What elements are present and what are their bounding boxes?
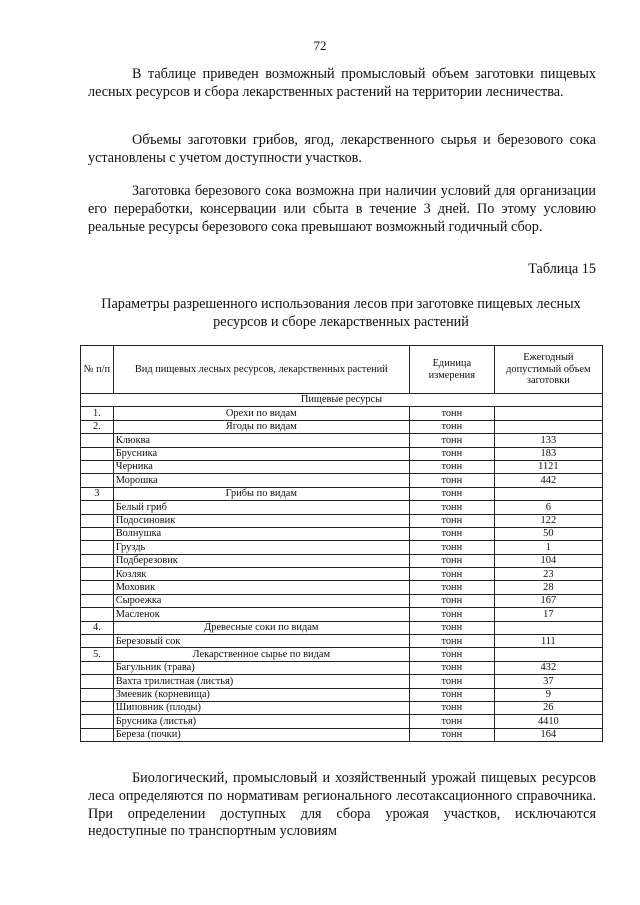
row-value: 1 — [494, 541, 602, 554]
row-unit: тонн — [409, 594, 494, 607]
row-value: 167 — [494, 594, 602, 607]
row-number — [81, 460, 114, 473]
row-number: 1. — [81, 407, 114, 420]
row-number — [81, 675, 114, 688]
row-value: 122 — [494, 514, 602, 527]
row-number — [81, 501, 114, 514]
row-number — [81, 608, 114, 621]
row-value: 442 — [494, 474, 602, 487]
table-row — [81, 688, 603, 701]
row-unit: тонн — [409, 554, 494, 567]
row-number — [81, 688, 114, 701]
table-row — [81, 608, 603, 621]
row-number — [81, 554, 114, 567]
table-row — [81, 635, 603, 648]
row-unit: тонн — [409, 527, 494, 540]
table-title: Параметры разрешенного использования лесов при заготовке пищевых лесных ресурсов и сборе лекарственных растений — [101, 296, 581, 330]
row-value: 6 — [494, 501, 602, 514]
table-row — [81, 407, 603, 420]
row-number — [81, 715, 114, 728]
table-row — [81, 541, 603, 554]
row-unit: тонн — [409, 474, 494, 487]
table-row — [81, 554, 603, 567]
row-number: 5. — [81, 648, 114, 661]
row-resource-name: Масленок — [113, 608, 409, 621]
row-value: 28 — [494, 581, 602, 594]
row-value: 1121 — [494, 460, 602, 473]
row-unit: тонн — [409, 541, 494, 554]
table-row — [81, 701, 603, 714]
row-value: 9 — [494, 688, 602, 701]
table-row — [81, 460, 603, 473]
table-row — [81, 568, 603, 581]
row-unit: тонн — [409, 648, 494, 661]
row-number: 3 — [81, 487, 114, 500]
row-resource-name: Волнушка — [113, 527, 409, 540]
row-unit: тонн — [409, 568, 494, 581]
row-resource-name: Клюква — [113, 434, 409, 447]
row-resource-name: Шиповник (плоды) — [113, 701, 409, 714]
row-unit: тонн — [409, 608, 494, 621]
row-value: 26 — [494, 701, 602, 714]
row-resource-name: Вахта трилистная (листья) — [113, 675, 409, 688]
row-unit: тонн — [409, 675, 494, 688]
table-header-row — [81, 346, 603, 394]
row-value: 23 — [494, 568, 602, 581]
row-value: 17 — [494, 608, 602, 621]
table-row — [81, 728, 603, 741]
row-resource-name: Грибы по видам — [113, 487, 409, 500]
table-row — [81, 715, 603, 728]
row-number — [81, 514, 114, 527]
row-value — [494, 407, 602, 420]
row-resource-name: Багульник (трава) — [113, 661, 409, 674]
row-number: 2. — [81, 420, 114, 433]
row-unit: тонн — [409, 635, 494, 648]
resources-table — [80, 345, 603, 742]
row-unit: тонн — [409, 688, 494, 701]
table-row — [81, 594, 603, 607]
row-unit: тонн — [409, 447, 494, 460]
row-value: 111 — [494, 635, 602, 648]
header-resource-type: Вид пищевых лесных ресурсов, лекарственных растений — [113, 346, 409, 394]
section-row — [81, 394, 603, 407]
row-unit: тонн — [409, 514, 494, 527]
row-value: 432 — [494, 661, 602, 674]
paragraph-bottom: Биологический, промысловый и хозяйственный урожай пищевых ресурсов леса определяются по нормативам регионального лесотаксационного справочника. При определении доступных для сбора урожая участков, исключаются недоступные по транспортным условиям — [88, 770, 596, 840]
paragraph-2: Объемы заготовки грибов, ягод, лекарственного сырья и березового сока установлены с учетом доступности участков. — [88, 132, 596, 166]
header-annual-volume: Ежегодный допустимый объем заготовки — [494, 346, 602, 394]
table-row — [81, 434, 603, 447]
row-number — [81, 474, 114, 487]
row-resource-name: Белый гриб — [113, 501, 409, 514]
row-number — [81, 594, 114, 607]
row-number — [81, 701, 114, 714]
row-unit: тонн — [409, 407, 494, 420]
row-resource-name: Груздь — [113, 541, 409, 554]
table-row — [81, 447, 603, 460]
row-resource-name: Береза (почки) — [113, 728, 409, 741]
row-number — [81, 635, 114, 648]
row-unit: тонн — [409, 581, 494, 594]
row-value: 164 — [494, 728, 602, 741]
row-value: 133 — [494, 434, 602, 447]
row-number — [81, 661, 114, 674]
row-resource-name: Брусника — [113, 447, 409, 460]
header-number: № п/п — [81, 346, 114, 394]
row-unit: тонн — [409, 728, 494, 741]
row-unit: тонн — [409, 621, 494, 634]
row-value: 104 — [494, 554, 602, 567]
table-caption: Таблица 15 — [528, 261, 596, 277]
row-unit: тонн — [409, 501, 494, 514]
table-row — [81, 420, 603, 433]
row-number — [81, 434, 114, 447]
row-number: 4. — [81, 621, 114, 634]
paragraph-3: Заготовка березового сока возможна при наличии условий для организации его переработки, консервации или сбыта в течение 3 дней. По этому условию реальные ресурсы березового сока превышают возможный годичный сбор. — [88, 183, 596, 235]
table-row — [81, 661, 603, 674]
paragraph-1: В таблице приведен возможный промысловый объем заготовки пищевых лесных ресурсов и сбора лекарственных растений на территории лесничества. — [88, 66, 596, 100]
table-row — [81, 648, 603, 661]
table-row — [81, 487, 603, 500]
row-unit: тонн — [409, 715, 494, 728]
row-unit: тонн — [409, 661, 494, 674]
row-unit: тонн — [409, 460, 494, 473]
row-unit: тонн — [409, 701, 494, 714]
row-number — [81, 541, 114, 554]
row-number — [81, 447, 114, 460]
row-resource-name: Моховик — [113, 581, 409, 594]
row-value: 50 — [494, 527, 602, 540]
row-value — [494, 648, 602, 661]
row-unit: тонн — [409, 487, 494, 500]
page-number: 72 — [313, 38, 327, 53]
row-value — [494, 420, 602, 433]
row-resource-name: Подберезовик — [113, 554, 409, 567]
row-resource-name: Лекарственное сырье по видам — [113, 648, 409, 661]
row-number — [81, 728, 114, 741]
table-row — [81, 501, 603, 514]
row-resource-name: Ягоды по видам — [113, 420, 409, 433]
row-number — [81, 581, 114, 594]
row-resource-name: Черника — [113, 460, 409, 473]
row-resource-name: Морошка — [113, 474, 409, 487]
row-value: 183 — [494, 447, 602, 460]
row-number — [81, 568, 114, 581]
row-value: 37 — [494, 675, 602, 688]
table-row — [81, 581, 603, 594]
row-value: 4410 — [494, 715, 602, 728]
row-value — [494, 487, 602, 500]
row-resource-name: Орехи по видам — [113, 407, 409, 420]
table-row — [81, 675, 603, 688]
row-unit: тонн — [409, 434, 494, 447]
table-row — [81, 474, 603, 487]
table-row — [81, 527, 603, 540]
row-resource-name: Брусника (листья) — [113, 715, 409, 728]
row-value — [494, 621, 602, 634]
row-resource-name: Козляк — [113, 568, 409, 581]
section-title: Пищевые ресурсы — [81, 394, 603, 407]
table-row — [81, 514, 603, 527]
header-unit: Единица измерения — [409, 346, 494, 394]
row-resource-name: Сыроежка — [113, 594, 409, 607]
row-resource-name: Змеевик (корневища) — [113, 688, 409, 701]
row-resource-name: Подосиновик — [113, 514, 409, 527]
row-resource-name: Березовый сок — [113, 635, 409, 648]
row-number — [81, 527, 114, 540]
table-row — [81, 621, 603, 634]
row-unit: тонн — [409, 420, 494, 433]
row-resource-name: Древесные соки по видам — [113, 621, 409, 634]
